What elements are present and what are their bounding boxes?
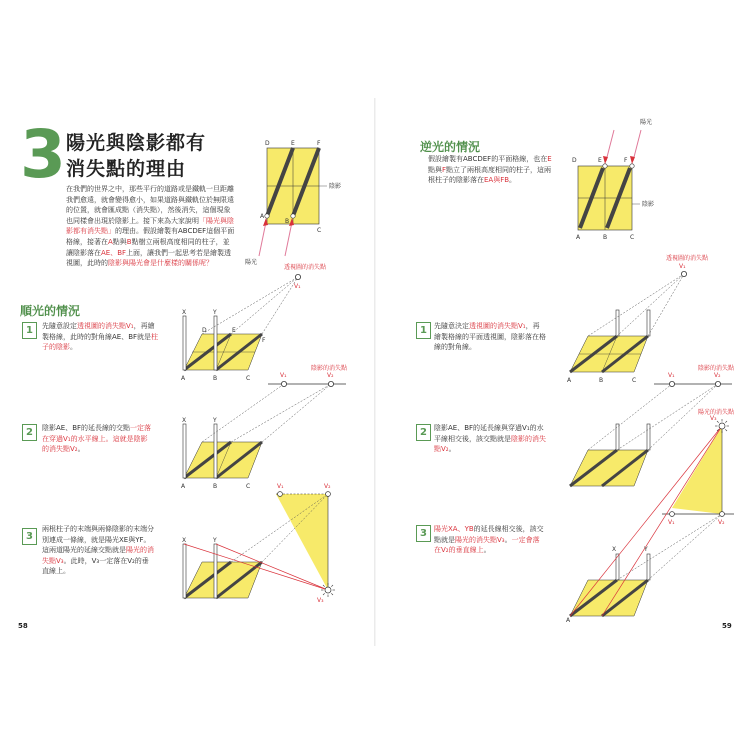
book-gutter [374,98,376,646]
label-f: F [262,337,266,344]
highlight-text: EA與FB [484,176,510,185]
label-f: F [624,157,628,164]
step-number-3: 3 [22,528,37,545]
label-c: C [630,234,635,241]
v1-point [281,381,286,386]
pillar-x [183,544,186,598]
label-v3: V₃ [317,597,324,604]
body-text: 。 [509,176,517,185]
label-f: F [317,140,321,147]
step-number-2: 2 [416,424,431,441]
v2-point [328,381,333,386]
label-e: E [232,327,236,334]
highlight-text: 陽光的消失點V₃ [42,546,154,565]
label-shadow: 陰影 [329,183,342,190]
page-number-right: 59 [722,622,732,630]
sun-ray-xa [570,426,722,616]
label-b: B [603,234,608,241]
body-text: 陰影AE、BF的延長線的交點 [42,424,131,432]
label-sun: 陽光 [640,119,653,126]
chapter-number: 3 [20,116,66,193]
body-text: ，再繪製格線的平面透視圖，陰影落在格線的對角線。 [434,322,546,352]
label-shadow-vp: 陰影的消失點 [698,365,735,372]
pillar-e [616,310,619,336]
step-number-1: 1 [22,322,37,339]
label-a: A [181,375,186,382]
page-title [66,130,206,182]
label-c: C [246,483,251,490]
label-v1: V₁ [668,372,675,379]
label-v2: V₂ [327,372,334,379]
highlight-text: F [442,165,447,174]
body-text: 點與 [428,165,442,174]
label-v1: V₁ [280,372,287,379]
label-x: X [182,309,187,316]
highlight-text: 「陽光與陰影都有消失點」 [66,216,234,236]
body-text: ，再繪製格線，此時的對角線AE、BF就是 [42,322,155,341]
section-head-front-light: 順光的情況 [20,304,81,318]
title-line-1: 陽光與陰影都有 [66,132,207,154]
label-a: A [566,617,571,624]
sun-arrow-2 [285,222,292,256]
body-text: 陰影AE、BF的延長線與穿過V₁的水平線相交後，該交點就是 [434,424,544,443]
sun-arrow-2 [633,130,641,161]
label-x: X [182,417,187,424]
v2-point [715,381,720,386]
label-a: A [260,213,265,220]
left-figure-3 [176,480,356,610]
sun-arrow-1 [606,130,614,161]
right-step-2-text [434,423,546,455]
right-figure-3 [562,410,742,622]
label-v1: V₁ [294,283,301,290]
v1-point [681,271,686,276]
right-top-figure [568,116,668,246]
sun-icon [325,587,331,593]
label-y: Y [644,546,648,553]
left-figure-2 [176,362,356,494]
highlight-text: 陽光的消失點V₃ [455,535,505,544]
guide-line [588,274,684,336]
v2-point [720,512,725,517]
highlight-text: 透視圖的消失點V₁ [77,322,134,330]
body-text: 的延長線相交後，該交點就是 [434,525,544,544]
body-text: 假設繪製有ABCDEF的平面格線，也在 [428,155,548,163]
highlight-text: 陰影與陽光會是什麼樣的關係呢？ [108,259,213,268]
label-v2: V₂ [324,483,331,490]
body-text: 。 [70,343,77,352]
guide-line [617,274,684,336]
highlight-text: 陰影的消失點V₂ [434,434,546,454]
label-sun-vp: 陽光的消失點 [698,409,735,416]
pillar-a [265,214,269,218]
highlight-text: B [126,237,132,246]
pillar-f [647,310,650,336]
body-text: 。 [504,535,512,544]
step-number-2: 2 [22,424,37,441]
label-shadow: 陰影 [642,201,655,208]
v2-point [326,492,331,497]
highlight-text: 陽光XA、YB [434,525,474,533]
body-text: 兩根柱子的末端與兩條陰影的末端分別連成一條線，就是陽光XE與YF。這兩道陽光的延線交點就是 [42,525,154,555]
label-c: C [317,227,322,234]
guide-line [231,277,298,334]
left-intro-text [66,184,236,269]
label-c: C [246,375,251,382]
label-e: E [598,157,602,164]
pillar-y [214,424,217,478]
v1-point [295,274,300,279]
body-text: 點立了兩根高度相同的柱子，這兩根柱子的陰影落在 [428,165,552,185]
label-a: A [567,377,572,384]
guide-line [262,384,331,442]
guide-line [648,274,684,336]
label-persp-vp: 透視圖的消失點 [666,255,709,262]
v1-point [670,512,675,517]
right-step-3-text [434,524,546,556]
label-v2: V₂ [714,372,721,379]
label-c: C [632,377,637,384]
label-v1: V₁ [668,519,675,526]
label-d: D [265,140,270,147]
left-step-2-text [42,423,154,455]
left-step-1-text [42,321,160,353]
label-persp-vp: 透視圖的消失點 [284,264,327,271]
label-y: Y [213,537,217,544]
highlight-text: 柱子的陰影 [42,332,159,352]
pillar-f [630,164,634,168]
right-step-1-text [434,321,546,353]
label-d: D [572,157,577,164]
sun-icon [719,423,725,429]
label-b: B [599,377,604,384]
sun-arrow-1 [259,222,266,256]
body-text: 先隨意設定 [42,322,77,330]
body-text: 的理由。假設繪製有ABCDEF這個平面格線，接著在 [66,227,235,246]
sun-ray-yb [602,426,722,616]
body-text: 點樹立兩根高度相同的柱子，並讓陰影落在 [66,237,230,257]
body-text: 。 [77,445,85,454]
guide-line [231,384,331,442]
label-a: A [181,483,186,490]
pillar-y [214,544,217,598]
step-number-3: 3 [416,525,431,542]
sun-arrow-head-2 [630,156,635,164]
body-text: 。 [483,546,491,555]
page-number-left: 58 [18,622,28,630]
label-x: X [182,537,187,544]
label-v1: V₁ [679,263,686,270]
label-v1: V₁ [277,483,284,490]
label-v3: V₃ [710,415,717,422]
body-text: 在我們的世界之中，那些平行的道路或是鐵軌一旦距離我們愈遠，就會變得愈小，如果道路與鐵軌位於無限遠的位置，就會匯成點（消失點），然後消失，這個現象也同樣會出現於陰影上。接下來為大家說明 [66,185,234,225]
highlight-text: 透視圖的消失點V₁ [469,322,526,330]
highlight-text: E [547,155,552,163]
body-text: 先隨意決定 [434,322,469,330]
pillar-f [647,554,650,580]
label-b: B [213,375,218,382]
highlight-text: 一定落在穿過V₁的水平線上。這就是陰影的消失點V₂ [42,424,152,454]
label-x: X [612,546,617,553]
guide-line [202,384,284,442]
label-d: D [202,327,207,334]
guide-line [648,514,722,580]
title-line-2: 消失點的理由 [66,158,187,180]
label-e: E [291,140,295,147]
left-top-figure [245,138,342,268]
highlight-text: A [108,237,113,246]
step-number-1: 1 [416,322,431,339]
label-v2: V₂ [718,519,725,526]
label-b: B [285,218,290,225]
guide-line [262,277,298,334]
sun-arrow-head-1 [603,156,608,164]
highlight-text: 一定會落在V₂的垂直線上 [434,535,540,555]
body-text: 。 [448,445,456,454]
body-text: 。此時，V₃一定落在V₂的垂直線上。 [42,556,149,576]
right-intro-text [428,154,554,186]
highlight-text: AE、BF [101,248,127,257]
sun-triangle [672,426,722,514]
pillar-b [291,214,295,218]
pillar-x [183,424,186,478]
body-text: 點與 [112,237,127,246]
label-y: Y [213,417,217,424]
v1-point [669,381,674,386]
label-b: B [213,483,218,490]
left-step-3-text [42,524,154,577]
label-a: A [576,234,581,241]
pillar-e [603,164,607,168]
body-text: 上面，讓我們一起思考若是繪製透視圖，此時的 [66,248,232,268]
label-sun: 陽光 [245,259,258,266]
label-y: Y [213,309,217,316]
section-head-back-light: 逆光的情況 [420,140,481,154]
label-shadow-vp: 陰影的消失點 [311,365,348,372]
v1-point [278,492,283,497]
